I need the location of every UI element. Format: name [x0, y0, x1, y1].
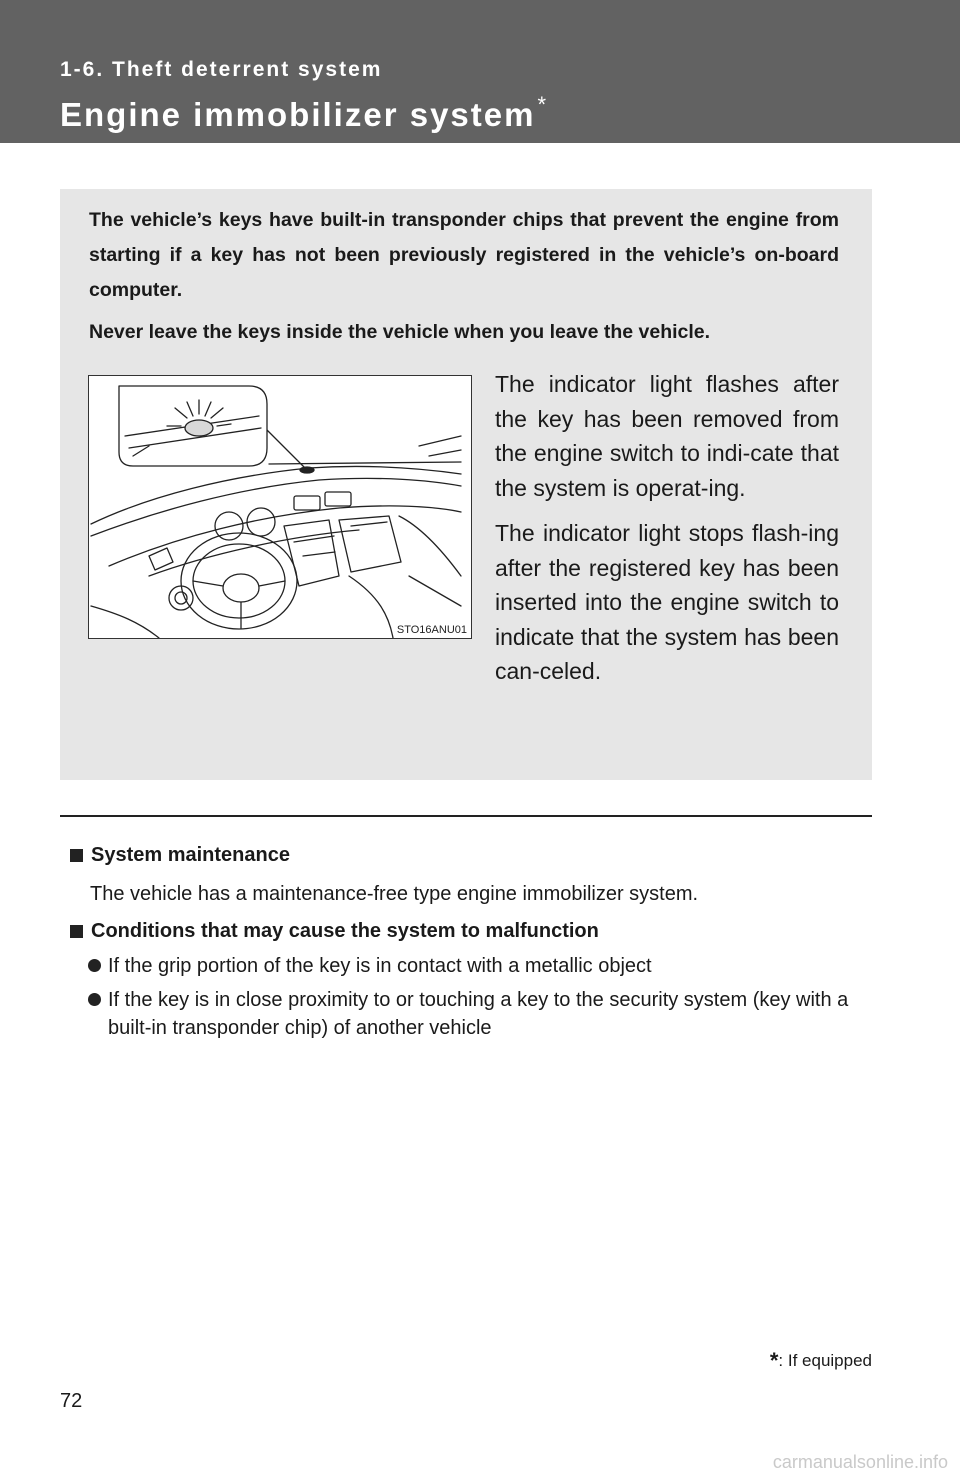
indicator-stop-text: The indicator light stops flash-ing after the registered key has been inserted into the engine switch to indicate that the system has been can-celed. [495, 520, 839, 684]
list-item [88, 952, 870, 980]
footnote [770, 1348, 872, 1374]
dashboard-illustration [88, 375, 472, 639]
list-item [88, 986, 870, 1042]
conditions-heading [70, 916, 870, 946]
page-title-text: Engine immobilizer system [60, 96, 536, 133]
notes-section [70, 840, 870, 1042]
circle-bullet-icon [88, 959, 101, 972]
page-number: 72 [60, 1390, 83, 1412]
maintenance-heading-text: System maintenance [91, 843, 290, 866]
conditions-heading-text: Conditions that may cause the system to malfunction [91, 919, 599, 942]
maintenance-heading [70, 840, 870, 870]
watermark: carmanualsonline.info [772, 1452, 948, 1472]
square-bullet-icon [70, 849, 83, 862]
condition-text: If the grip portion of the key is in contact with a metallic object [108, 955, 652, 977]
intro-paragraph: The vehicle’s keys have built-in transponder chips that prevent the engine from starting if a key has not been previously registered in the vehicle’s on-board computer. [89, 209, 839, 301]
divider [60, 815, 872, 817]
intro-warning: Never leave the keys inside the vehicle when you leave the vehicle. [89, 321, 711, 343]
intro-text [89, 203, 839, 357]
page-title [60, 92, 548, 134]
circle-bullet-icon [88, 993, 101, 1006]
indicator-flash-text: The indicator light flashes after the key has been removed from the engine switch to indi-cate that the system is operat-ing. [495, 371, 839, 501]
if-equipped-mark: * [537, 92, 549, 117]
asterisk-icon: * [769, 1348, 779, 1373]
condition-text: If the key is in close proximity to or touching a key to the security system (key with a built-in transponder chip) of another vehicle [108, 989, 849, 1039]
section-label: 1-6. Theft deterrent system [60, 58, 383, 81]
page-header [0, 0, 960, 143]
square-bullet-icon [70, 925, 83, 938]
info-box [60, 189, 872, 780]
maintenance-text: The vehicle has a maintenance-free type engine immobilizer system. [90, 883, 699, 905]
illustration-code: STO16ANU01 [396, 624, 467, 636]
indicator-description [495, 367, 839, 700]
footnote-text: : If equipped [778, 1351, 872, 1370]
